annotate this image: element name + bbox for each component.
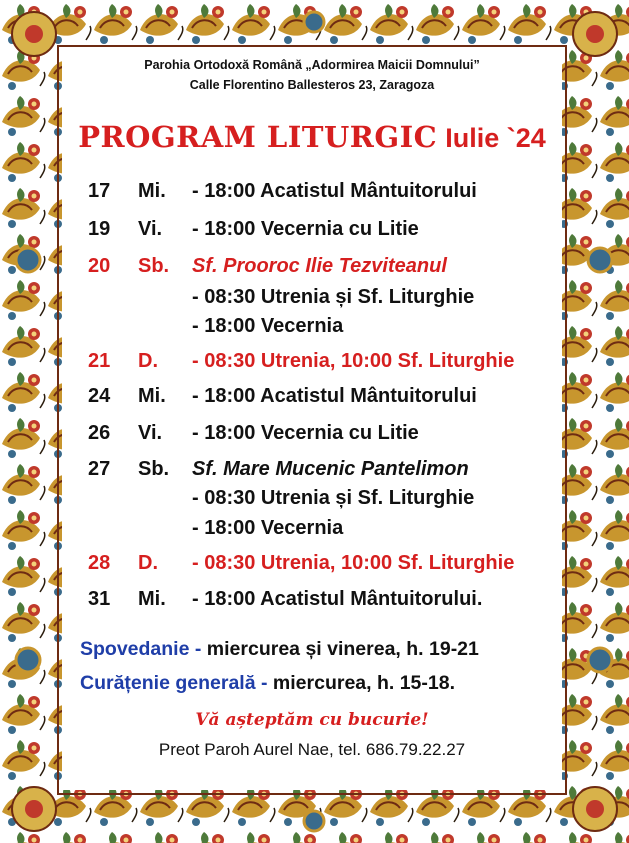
row-event: - 18:00 Vecernia cu Litie: [192, 422, 419, 444]
cleaning-label: Curățenie generală -: [80, 672, 268, 694]
confession-text: miercurea și vinerea, h. 19-21: [206, 638, 479, 660]
row-feast: Sf. Prooroc Ilie Tezviteanul: [192, 255, 447, 277]
row-day: 17: [88, 180, 111, 202]
row-day: 27: [88, 458, 111, 480]
schedule-row: [62, 588, 562, 618]
schedule-row: [62, 385, 562, 415]
schedule-row-sunday: [62, 552, 562, 582]
row-event: - 08:30 Utrenia, 10:00 Sf. Liturghie: [192, 552, 515, 574]
row-day: 20: [88, 255, 111, 277]
row-feast: Sf. Mare Mucenic Pantelimon: [192, 458, 469, 480]
schedule-row-feast: [62, 458, 562, 488]
schedule-page: [62, 50, 562, 790]
row-event: - 18:00 Acatistul Mântuitorului: [192, 385, 477, 407]
row-day: 31: [88, 588, 111, 610]
schedule-row: [62, 422, 562, 452]
schedule-row-sunday: [62, 350, 562, 380]
row-service: - 18:00 Vecernia: [192, 517, 344, 539]
schedule-row: [62, 218, 562, 248]
parish-address: Calle Florentino Ballesteros 23, Zaragoza: [189, 78, 435, 92]
cleaning-note: [80, 672, 455, 695]
row-event: - 18:00 Vecernia cu Litie: [192, 218, 419, 240]
row-weekday: Vi.: [138, 422, 163, 444]
row-event: - 08:30 Utrenia, 10:00 Sf. Liturghie: [192, 350, 515, 372]
schedule-row: [62, 180, 562, 210]
row-day: 19: [88, 218, 111, 240]
page-title: [62, 120, 562, 154]
row-weekday: Sb.: [138, 458, 170, 480]
priest-contact: Preot Paroh Aurel Nae, tel. 686.79.22.27: [158, 740, 466, 759]
confession-label: Spovedanie -: [80, 638, 202, 660]
row-service: - 08:30 Utrenia și Sf. Liturghie: [192, 487, 475, 509]
row-day: 26: [88, 422, 111, 444]
row-weekday: Sb.: [138, 255, 170, 277]
row-day: 21: [88, 350, 111, 372]
row-weekday: D.: [138, 350, 158, 372]
schedule-row-feast: [62, 255, 562, 285]
row-weekday: Mi.: [138, 588, 166, 610]
cleaning-text: miercurea, h. 15-18.: [272, 672, 456, 694]
row-weekday: Mi.: [138, 180, 166, 202]
confession-note: [80, 638, 479, 661]
row-weekday: D.: [138, 552, 158, 574]
row-day: 28: [88, 552, 111, 574]
row-weekday: Mi.: [138, 385, 166, 407]
title-program: PROGRAM LITURGIC: [78, 120, 438, 154]
row-day: 24: [88, 385, 111, 407]
title-month: Iulie `24: [445, 123, 546, 153]
row-event: - 18:00 Acatistul Mântuitorului.: [192, 588, 483, 610]
row-event: - 18:00 Acatistul Mântuitorului: [192, 180, 477, 202]
row-service: - 08:30 Utrenia și Sf. Liturghie: [192, 286, 475, 308]
closing-message: Vă așteptăm cu bucurie!: [195, 710, 429, 730]
parish-name: Parohia Ortodoxă Română „Adormirea Maicii Domnului”: [144, 58, 480, 72]
row-weekday: Vi.: [138, 218, 163, 240]
row-service: - 18:00 Vecernia: [192, 315, 344, 337]
